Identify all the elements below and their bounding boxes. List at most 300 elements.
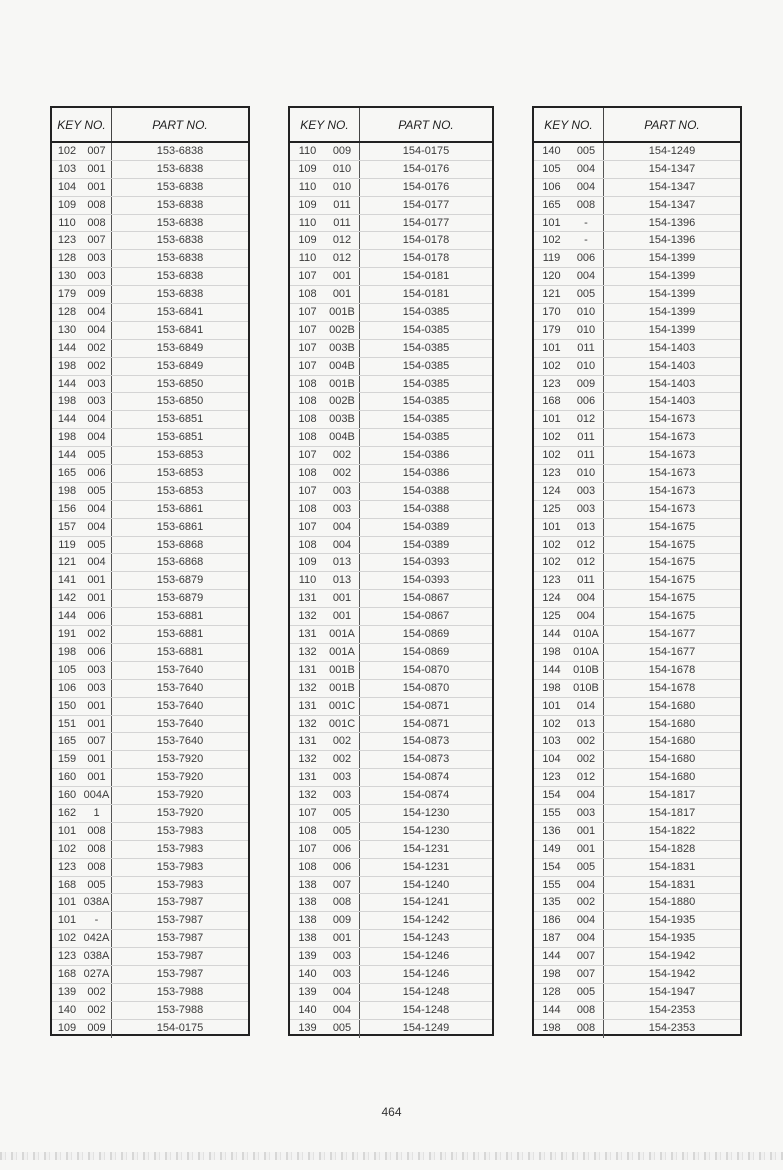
part-no-cell: 154-1817 — [648, 789, 696, 802]
key-main-cell: 102 — [57, 145, 77, 157]
table-row — [290, 161, 492, 179]
part-no-cell: 153-7920 — [156, 806, 204, 819]
key-main-cell: 151 — [57, 717, 77, 730]
table-row — [52, 179, 248, 197]
key-sub-cell: 001C — [325, 716, 360, 733]
key-sub-cell: 001 — [82, 590, 112, 607]
table-row — [534, 215, 740, 233]
key-main-cell: 130 — [57, 270, 77, 283]
part-no-cell: 154-0175 — [156, 1021, 204, 1034]
table-row — [52, 877, 248, 895]
key-main-cell: 101 — [542, 520, 561, 533]
key-sub-cell: 004 — [569, 787, 604, 804]
key-main-cell: 179 — [542, 323, 561, 336]
key-sub-cell: 005 — [82, 447, 112, 464]
part-no-header: PART NO. — [398, 117, 454, 132]
key-main-cell: 144 — [542, 663, 561, 676]
part-no-cell: 153-6838 — [156, 198, 204, 211]
part-no-cell: 153-6849 — [156, 359, 204, 372]
table-row — [290, 984, 492, 1002]
table-row — [534, 519, 740, 537]
table-row — [534, 483, 740, 501]
key-sub-cell: 010 — [569, 358, 604, 375]
key-sub-cell: 002 — [569, 733, 604, 750]
key-sub-cell: 011 — [325, 197, 360, 214]
part-no-cell: 154-1673 — [648, 467, 696, 480]
table-row — [52, 232, 248, 250]
part-no-cell: 154-1680 — [648, 699, 696, 712]
key-sub-cell: 012 — [325, 232, 360, 249]
key-sub-cell: 004 — [82, 304, 112, 321]
key-sub-cell: 001 — [325, 930, 360, 947]
table-row — [52, 197, 248, 215]
table-row — [52, 662, 248, 680]
part-no-cell: 154-1675 — [648, 556, 696, 569]
key-sub-cell: 005 — [82, 877, 112, 894]
table-row — [534, 966, 740, 984]
key-main-cell: 138 — [298, 878, 317, 891]
key-main-cell: 144 — [57, 341, 77, 354]
key-main-cell: 138 — [298, 896, 317, 909]
key-main-cell: 198 — [57, 395, 77, 408]
key-main-cell: 131 — [298, 699, 317, 712]
key-sub-cell: 002 — [569, 894, 604, 911]
key-main-cell: 187 — [542, 932, 561, 945]
table-row — [290, 1002, 492, 1020]
table-row — [52, 930, 248, 948]
table-row — [290, 519, 492, 537]
key-sub-cell: 004A — [82, 787, 112, 804]
key-main-cell: 121 — [57, 556, 77, 569]
table-row — [52, 447, 248, 465]
table-row — [52, 501, 248, 519]
table-row — [52, 805, 248, 823]
table-row — [534, 161, 740, 179]
part-no-cell: 154-1396 — [648, 216, 696, 229]
key-main-cell: 123 — [542, 467, 561, 480]
table-row — [52, 751, 248, 769]
table-row — [290, 304, 492, 322]
key-main-cell: 179 — [57, 288, 77, 301]
key-sub-cell: 004 — [569, 590, 604, 607]
key-main-cell: 149 — [542, 842, 561, 855]
table-row — [52, 519, 248, 537]
table-row — [52, 215, 248, 233]
key-main-cell: 110 — [298, 574, 317, 587]
key-sub-cell: 003 — [325, 501, 360, 518]
part-no-cell: 154-0176 — [402, 180, 450, 193]
table-row — [52, 912, 248, 930]
key-sub-cell: 004 — [325, 1002, 360, 1019]
table-row — [534, 501, 740, 519]
key-no-header: KEY NO. — [534, 108, 604, 141]
key-sub-cell: 1 — [82, 805, 112, 822]
part-no-cell: 154-0181 — [402, 288, 450, 301]
key-main-cell: 105 — [542, 162, 561, 175]
part-no-cell: 154-0870 — [402, 663, 450, 676]
part-no-cell: 154-1680 — [648, 735, 696, 748]
key-main-cell: 107 — [298, 323, 317, 336]
key-sub-cell: 011 — [569, 447, 604, 464]
key-main-cell: 131 — [298, 771, 317, 784]
part-no-cell: 154-1399 — [648, 323, 696, 336]
key-sub-cell: 008 — [82, 197, 112, 214]
key-main-cell: 198 — [542, 1021, 561, 1034]
part-no-cell: 154-0393 — [402, 574, 450, 587]
part-no-cell: 154-0386 — [402, 467, 450, 480]
part-no-cell: 154-0385 — [402, 377, 450, 390]
key-main-cell: 198 — [57, 359, 77, 372]
part-no-cell: 154-1673 — [648, 413, 696, 426]
key-main-cell: 102 — [542, 556, 561, 569]
key-main-cell: 138 — [298, 932, 317, 945]
key-main-cell: 108 — [298, 824, 317, 837]
key-main-cell: 101 — [542, 216, 561, 229]
part-no-cell: 154-1678 — [648, 681, 696, 694]
key-sub-cell: 008 — [82, 823, 112, 840]
table-body — [52, 143, 248, 1038]
key-main-cell: 108 — [298, 467, 317, 480]
table-row — [290, 376, 492, 394]
part-no-cell: 154-0393 — [402, 556, 450, 569]
table-row — [52, 698, 248, 716]
part-no-cell: 153-6850 — [156, 377, 204, 390]
part-no-cell: 154-0873 — [402, 753, 450, 766]
table-row — [52, 250, 248, 268]
part-no-cell: 153-6838 — [156, 180, 204, 193]
table-row — [290, 716, 492, 734]
key-sub-cell: 005 — [569, 859, 604, 876]
part-no-cell: 153-6851 — [156, 431, 204, 444]
key-sub-cell: 002 — [82, 626, 112, 643]
key-sub-cell: 004 — [325, 537, 360, 554]
part-no-cell: 153-6850 — [156, 395, 204, 408]
key-sub-cell: 010 — [569, 322, 604, 339]
part-no-cell: 153-7640 — [156, 663, 204, 676]
key-main-cell: 170 — [542, 306, 561, 319]
part-no-cell: 154-1246 — [402, 950, 450, 963]
key-main-cell: 131 — [298, 628, 317, 641]
part-no-cell: 154-1248 — [402, 985, 450, 998]
key-sub-cell: 003 — [82, 662, 112, 679]
part-no-cell: 153-7920 — [156, 771, 204, 784]
table-row — [52, 161, 248, 179]
key-sub-cell: 009 — [82, 1020, 112, 1038]
part-no-cell: 154-1673 — [648, 502, 696, 515]
key-main-cell: 139 — [298, 1021, 317, 1034]
part-no-cell: 153-6868 — [156, 538, 204, 551]
key-sub-cell: 010 — [325, 161, 360, 178]
key-sub-cell: 008 — [82, 859, 112, 876]
key-sub-cell: 013 — [569, 519, 604, 536]
table-row — [534, 644, 740, 662]
part-no-cell: 154-1399 — [648, 252, 696, 265]
key-sub-cell: 003 — [82, 376, 112, 393]
table-row — [52, 894, 248, 912]
table-row — [290, 698, 492, 716]
part-no-cell: 154-0175 — [402, 145, 450, 157]
key-sub-cell: 002 — [325, 465, 360, 482]
table-row — [534, 1002, 740, 1020]
key-main-cell: 140 — [542, 145, 561, 157]
key-main-cell: 103 — [57, 162, 77, 175]
part-no-cell: 154-1680 — [648, 717, 696, 730]
part-no-cell: 153-6881 — [156, 645, 204, 658]
table-row — [534, 733, 740, 751]
table-row — [52, 590, 248, 608]
key-main-cell: 110 — [298, 252, 317, 265]
key-sub-cell: 001 — [325, 268, 360, 285]
key-main-cell: 144 — [542, 628, 561, 641]
table-row — [52, 572, 248, 590]
key-sub-cell: 003 — [82, 680, 112, 697]
table-row — [290, 966, 492, 984]
table-row — [52, 608, 248, 626]
key-sub-cell: 001 — [82, 698, 112, 715]
key-sub-cell: 003 — [569, 483, 604, 500]
part-no-cell: 153-7983 — [156, 878, 204, 891]
key-sub-cell: 001 — [569, 823, 604, 840]
part-no-cell: 154-1675 — [648, 610, 696, 623]
key-main-cell: 124 — [542, 592, 561, 605]
key-main-cell: 144 — [57, 610, 77, 623]
key-main-cell: 102 — [542, 717, 561, 730]
table-row — [52, 322, 248, 340]
key-sub-cell: 003B — [325, 340, 360, 357]
key-main-cell: 103 — [542, 735, 561, 748]
part-no-cell: 153-7987 — [156, 914, 204, 927]
key-main-cell: 131 — [298, 663, 317, 676]
key-sub-cell: 042A — [82, 930, 112, 947]
key-sub-cell: 005 — [569, 984, 604, 1001]
table-row — [52, 304, 248, 322]
key-sub-cell: 002 — [325, 733, 360, 750]
part-no-cell: 153-6853 — [156, 484, 204, 497]
key-main-cell: 132 — [298, 753, 317, 766]
key-main-cell: 109 — [298, 198, 317, 211]
table-row — [52, 340, 248, 358]
key-sub-cell: 007 — [325, 877, 360, 894]
table-row — [290, 930, 492, 948]
key-main-cell: 198 — [542, 967, 561, 980]
table-row — [290, 465, 492, 483]
key-sub-cell: - — [569, 215, 604, 232]
key-main-cell: 135 — [542, 896, 561, 909]
part-no-cell: 154-0385 — [402, 431, 450, 444]
key-main-cell: 108 — [298, 377, 317, 390]
part-no-cell: 154-0177 — [402, 216, 450, 229]
key-main-cell: 144 — [57, 413, 77, 426]
part-no-cell: 154-0874 — [402, 771, 450, 784]
table-row — [290, 197, 492, 215]
table-row — [52, 268, 248, 286]
table-row — [290, 215, 492, 233]
key-main-cell: 144 — [57, 449, 77, 462]
part-no-cell: 154-0867 — [402, 610, 450, 623]
part-no-cell: 154-0871 — [402, 699, 450, 712]
key-sub-cell: 008 — [569, 1002, 604, 1019]
part-no-cell: 154-0178 — [402, 252, 450, 265]
part-no-cell: 154-1231 — [402, 842, 450, 855]
key-sub-cell: 012 — [569, 769, 604, 786]
part-no-cell: 153-7920 — [156, 789, 204, 802]
key-sub-cell: - — [82, 912, 112, 929]
table-row — [52, 465, 248, 483]
key-sub-cell: 001 — [82, 572, 112, 589]
part-no-cell: 154-0176 — [402, 162, 450, 175]
key-sub-cell: 002B — [325, 322, 360, 339]
table-row — [534, 286, 740, 304]
key-sub-cell: 010B — [569, 662, 604, 679]
key-main-cell: 142 — [57, 592, 77, 605]
key-main-cell: 198 — [57, 645, 77, 658]
table-row — [534, 608, 740, 626]
part-no-cell: 154-1347 — [648, 180, 696, 193]
key-no-header: KEY NO. — [52, 108, 112, 141]
key-main-cell: 168 — [57, 878, 77, 891]
key-main-cell: 101 — [542, 699, 561, 712]
part-no-cell: 153-7920 — [156, 753, 204, 766]
key-main-cell: 165 — [57, 467, 77, 480]
key-main-cell: 160 — [57, 771, 77, 784]
key-sub-cell: 014 — [569, 698, 604, 715]
table-row — [52, 626, 248, 644]
part-no-cell: 154-1675 — [648, 520, 696, 533]
key-main-cell: 106 — [542, 180, 561, 193]
table-row — [534, 179, 740, 197]
table-row — [290, 894, 492, 912]
table-row — [290, 340, 492, 358]
key-main-cell: 102 — [542, 234, 561, 247]
key-sub-cell: 001 — [82, 751, 112, 768]
table-row — [534, 376, 740, 394]
key-sub-cell: 006 — [325, 841, 360, 858]
key-main-cell: 132 — [298, 610, 317, 623]
table-row — [290, 572, 492, 590]
key-main-cell: 109 — [298, 234, 317, 247]
table-row — [534, 143, 740, 161]
table-row — [52, 680, 248, 698]
part-no-cell: 154-1942 — [648, 950, 696, 963]
table-row — [290, 554, 492, 572]
table-row — [290, 644, 492, 662]
key-sub-cell: 012 — [325, 250, 360, 267]
part-no-cell: 154-0871 — [402, 717, 450, 730]
key-sub-cell: 003 — [325, 787, 360, 804]
table-row — [534, 948, 740, 966]
part-no-cell: 154-1828 — [648, 842, 696, 855]
key-sub-cell: 004 — [569, 161, 604, 178]
page-number: 464 — [381, 1105, 402, 1119]
key-sub-cell: 004 — [569, 268, 604, 285]
part-no-cell: 154-1399 — [648, 270, 696, 283]
key-main-cell: 131 — [298, 735, 317, 748]
part-no-cell: 154-1347 — [648, 198, 696, 211]
table-row — [290, 447, 492, 465]
key-main-cell: 119 — [58, 538, 76, 551]
part-no-cell: 154-1242 — [402, 914, 450, 927]
key-main-cell: 191 — [57, 628, 77, 641]
part-no-cell: 154-0870 — [402, 681, 450, 694]
key-main-cell: 106 — [57, 681, 77, 694]
key-sub-cell: 004 — [325, 519, 360, 536]
part-no-header: PART NO. — [152, 117, 208, 132]
table-row — [290, 805, 492, 823]
part-no-cell: 154-0385 — [402, 395, 450, 408]
table-row — [534, 984, 740, 1002]
key-sub-cell: 003 — [82, 393, 112, 410]
table-row — [534, 823, 740, 841]
key-main-cell: 139 — [57, 985, 77, 998]
key-main-cell: 102 — [57, 842, 77, 855]
part-no-cell: 153-7640 — [156, 699, 204, 712]
part-no-cell: 153-6841 — [156, 323, 204, 336]
key-sub-cell: 004 — [569, 912, 604, 929]
table-row — [52, 841, 248, 859]
key-main-cell: 198 — [57, 431, 77, 444]
table-row — [290, 680, 492, 698]
table-row — [290, 948, 492, 966]
key-sub-cell: 006 — [82, 644, 112, 661]
key-no-header: KEY NO. — [290, 108, 360, 141]
table-row — [52, 411, 248, 429]
key-main-cell: 107 — [298, 806, 317, 819]
part-no-cell: 154-0178 — [402, 234, 450, 247]
key-main-cell: 154 — [542, 789, 561, 802]
part-no-cell: 153-7983 — [156, 824, 204, 837]
key-main-cell: 131 — [298, 592, 317, 605]
key-main-cell: 101 — [57, 896, 77, 909]
table-row — [290, 733, 492, 751]
key-main-cell: 138 — [298, 914, 317, 927]
part-no-cell: 154-0385 — [402, 341, 450, 354]
table-row — [534, 698, 740, 716]
key-sub-cell: 001 — [82, 716, 112, 733]
table-row — [534, 894, 740, 912]
key-sub-cell: 011 — [569, 429, 604, 446]
part-no-cell: 153-6861 — [156, 502, 204, 515]
key-main-cell: 128 — [57, 252, 77, 265]
table-row — [534, 680, 740, 698]
part-no-cell: 153-6838 — [156, 288, 204, 301]
table-row — [534, 662, 740, 680]
key-sub-cell: 001A — [325, 626, 360, 643]
key-sub-cell: 027A — [82, 966, 112, 983]
table-row — [290, 751, 492, 769]
key-sub-cell: 009 — [325, 143, 360, 160]
key-sub-cell: 013 — [325, 572, 360, 589]
key-main-cell: 123 — [57, 234, 77, 247]
part-no-cell: 154-0873 — [402, 735, 450, 748]
part-no-cell: 153-6838 — [156, 234, 204, 247]
key-main-cell: 128 — [542, 985, 561, 998]
key-main-cell: 124 — [542, 484, 561, 497]
part-no-cell: 153-6868 — [156, 556, 204, 569]
table-row — [52, 429, 248, 447]
table-row — [290, 143, 492, 161]
part-no-cell: 154-1243 — [402, 932, 450, 945]
part-no-cell: 154-1680 — [648, 753, 696, 766]
table-row — [534, 358, 740, 376]
key-sub-cell: 005 — [325, 823, 360, 840]
key-main-cell: 168 — [542, 395, 561, 408]
key-sub-cell: 007 — [569, 966, 604, 983]
key-sub-cell: 003 — [325, 769, 360, 786]
part-no-cell: 154-0386 — [402, 449, 450, 462]
part-no-cell: 154-1673 — [648, 431, 696, 444]
key-sub-cell: 008 — [82, 215, 112, 232]
scan-edge-strip — [0, 1152, 783, 1160]
